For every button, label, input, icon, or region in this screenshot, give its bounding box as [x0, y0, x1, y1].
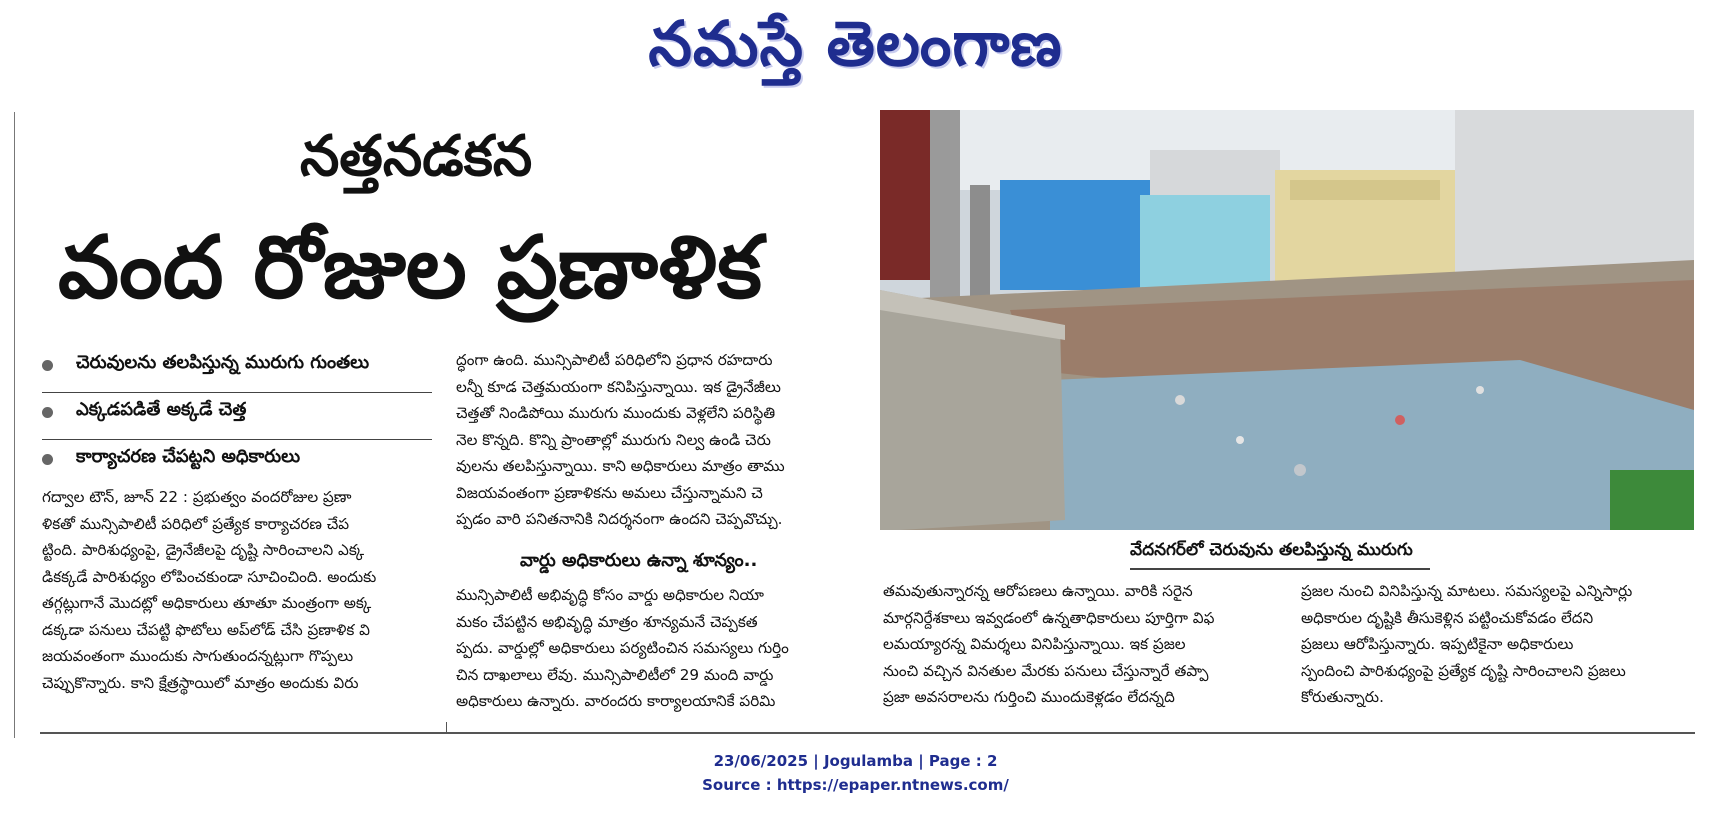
text-line: నెల కొన్నది. కొన్ని ప్రాంతాల్లో మురుగు నిల్వ ఉండి చెరు [456, 430, 771, 449]
article-column-2-continued [456, 582, 856, 715]
caption-underline [1130, 568, 1430, 570]
article-column-2 [456, 347, 856, 533]
bottom-divider [40, 732, 1695, 734]
text-line: జయవంతంగా ముందుకు సాగుతుందన్నట్లుగా గొప్పలు [42, 647, 354, 665]
text-line: చెప్పుకొన్నారు. కాని క్షేత్రస్థాయిలో మాత్రం అందుకు విరు [42, 673, 359, 692]
text-line: గద్వాల టౌన్, జూన్ 22 : ప్రభుత్వం వందరోజుల ప్రణా [42, 488, 352, 506]
bullet-dot-icon [42, 454, 53, 465]
bullet-item [42, 440, 432, 486]
photo-caption: వేదనగర్‌లో చెరువును తలపిస్తున్న మురుగు [1130, 540, 1413, 560]
article-column-1 [42, 484, 432, 696]
text-line: లమయ్యారన్న విమర్శలు వినిపిస్తున్నాయి. ఇక ప్రజల [883, 635, 1186, 653]
article-subhead: వార్డు అధికారులు ఉన్నా శూన్యం.. [520, 550, 758, 571]
article-headline: వంద రోజుల ప్రణాళిక [58, 218, 762, 318]
article-column-4 [1301, 578, 1693, 711]
text-line: చెత్తతో నిండిపోయి మురుగు ముందుకు వెళ్లలేని పరిస్థితి [456, 404, 776, 422]
footer-source-link[interactable]: Source : https://epaper.ntnews.com/ [702, 776, 1009, 794]
bullet-item [42, 393, 432, 440]
bullet-item [42, 346, 432, 393]
garbage-drain-photo [880, 110, 1694, 530]
text-line: డక్కడా పనులు చేపట్టి ఫొటోలు అప్‌లోడ్ చేసి ప్రణాళిక వి [42, 620, 370, 639]
bullet-dot-icon [42, 360, 53, 371]
text-line: ప్పడం వారి పనితనానికి నిదర్శనంగా ఉందని చెప్పవొచ్చు. [456, 510, 783, 528]
text-line: చిన దాఖలాలు లేవు. మున్సిపాలిటీలో 29 మంది వార్డు [456, 665, 774, 684]
text-line: మార్గనిర్దేశకాలు ఇవ్వడంలో ఉన్నతాధికారులు పూర్తిగా విఫ [883, 608, 1215, 627]
bullet-list [42, 346, 432, 486]
text-line: ప్రజలు ఆరోపిస్తున్నారు. ఇప్పటికైనా అధికారులు [1301, 635, 1574, 653]
bullet-text: చెరువులను తలపిస్తున్న మురుగు గుంతలు [76, 352, 370, 373]
newspaper-masthead: నమస్తే తెలంగాణ [648, 7, 1063, 80]
text-line: అధికారులు ఉన్నారు. వారందరు కార్యాలయానికే పరిమి [456, 692, 776, 710]
text-line: విజయవంతంగా ప్రణాళికను అమలు చేస్తున్నామని చె [456, 483, 763, 502]
text-line: ద్ధంగా ఉంది. మున్సిపాలిటీ పరిధిలోని ప్రధాన రహదారు [456, 351, 773, 369]
text-line: ప్రజల నుంచి వినిపిస్తున్న మాటలు. సమస్యలపై ఎన్నిసార్లు [1301, 582, 1633, 600]
bottom-tick [446, 722, 447, 734]
text-line: ట్టింది. పారిశుధ్యంపై, డ్రైనేజీలపై దృష్టి సారించాలని ఎక్క [42, 541, 365, 559]
text-line: ప్రజా అవసరాలను గుర్తించి ముందుకెళ్లడం లేదన్నది [883, 688, 1175, 706]
text-line: మున్సిపాలిటీ అభివృద్ధి కోసం వార్డు అధికారుల నియా [456, 586, 764, 604]
article-column-3 [883, 578, 1275, 711]
article-kicker: నత్తనడకన [300, 124, 533, 189]
bullet-text: కార్యాచరణ చేపట్టని అధికారులు [76, 446, 301, 467]
text-line: మకం చేపట్టిన అభివృద్ధి మాత్రం శూన్యమనే చెప్పకత [456, 612, 758, 631]
text-line: తమవుతున్నారన్న ఆరోపణలు ఉన్నాయి. వారికి సరైన [883, 582, 1193, 600]
text-line: తగ్గట్లుగానే మొదట్లో అధికారులు తూతూ మంత్రంగా అక్క [42, 594, 372, 612]
footer-date-edition: 23/06/2025 | Jogulamba | Page : 2 [713, 752, 998, 770]
bullet-text: ఎక్కడపడితే అక్కడే చెత్త [76, 399, 247, 420]
text-line: ప్పదు. వార్డుల్లో అధికారులు పర్యటించిన సమస్యలు గుర్తిం [456, 639, 789, 657]
column-divider [14, 112, 15, 738]
text-line: నుంచి వచ్చిన వినతుల మేరకు పనులు చేస్తున్నారే తప్పా [883, 661, 1209, 680]
text-line: స్పందించి పారిశుధ్యంపై ప్రత్యేక దృష్టి సారించాలని ప్రజలు [1301, 661, 1626, 680]
text-line: కోరుతున్నారు. [1301, 688, 1384, 706]
text-line: అధికారుల దృష్టికి తీసుకెళ్లిన పట్టించుకోవడం లేదని [1301, 608, 1594, 627]
bullet-dot-icon [42, 407, 53, 418]
text-line: లన్నీ కూడ చెత్తమయంగా కనిపిస్తున్నాయి. ఇక డ్రైనేజీలు [456, 377, 781, 396]
text-line: డికక్కడే పారిశుధ్యం లోపించకుండా సూచించింది. అందుకు [42, 567, 377, 586]
article-photo [880, 110, 1694, 530]
text-line: ళికతో మున్సిపాలిటీ పరిధిలో ప్రత్యేక కార్యాచరణ చేప [42, 514, 350, 533]
text-line: వులను తలపిస్తున్నాయి. కాని అధికారులు మాత్రం తాము [456, 457, 785, 475]
